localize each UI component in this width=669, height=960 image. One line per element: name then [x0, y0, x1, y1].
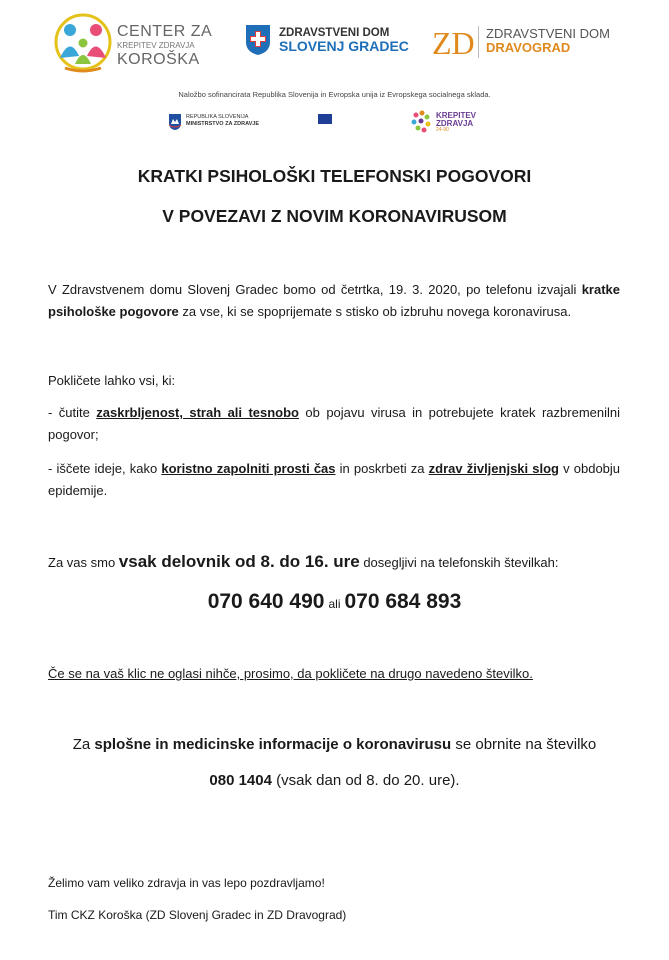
availability-hours: vsak delovnik od 8. do 16. ure — [118, 552, 360, 571]
coat-of-arms-icon — [168, 113, 182, 131]
zdd-logo — [430, 22, 620, 66]
general-number-line — [0, 772, 669, 789]
availability-suffix: dosegljivi na telefonskih številkah: — [359, 555, 559, 570]
kz-line1: KREPITEV — [436, 111, 477, 120]
intro-paragraph — [48, 279, 620, 323]
eu-flag-icon — [318, 114, 332, 124]
shield-cross-icon — [245, 24, 271, 56]
callers-intro: Pokličete lahko vsi, ki: — [48, 373, 176, 388]
krepitev-zdravja-logo — [410, 110, 500, 138]
title-line2: V POVEZAVI Z NOVIM KORONAVIRUSOM — [162, 206, 507, 226]
greeting: Želimo vam veliko zdravja in vas lepo pozdravljamo! — [48, 876, 325, 890]
eu-logo — [318, 110, 378, 138]
title-line1: KRATKI PSIHOLOŠKI TELEFONSKI POGOVORI — [137, 166, 532, 186]
phone-number-1[interactable]: 070 640 490 — [207, 590, 325, 613]
availability — [48, 551, 620, 574]
krepitev-zdravja-text — [436, 112, 476, 133]
bullet1-emphasis: zaskrbljenost, strah ali tesnobo — [96, 405, 300, 420]
no-answer-note: Če se na vaš klic ne oglasi nihče, prosimo, da pokličete na drugo navedeno številko. — [48, 666, 533, 681]
funder-logos — [0, 110, 669, 138]
zdd-line1: ZDRAVSTVENI DOM — [486, 26, 610, 41]
ministry-logo — [168, 110, 288, 138]
availability-prefix: Za vas smo — [48, 555, 119, 570]
ckz-line2: KREPITEV ZDRAVJA — [117, 41, 195, 50]
bullet2-mid: in poskrbeti za — [335, 461, 429, 476]
phone-number-2[interactable]: 070 684 893 — [344, 590, 462, 613]
header-logos — [55, 10, 615, 80]
ministry-line1: REPUBLIKA SLOVENIJA — [186, 114, 249, 120]
intro-part2: za vse, ki se spoprijemate s stisko ob izbruhu novega koronavirusa. — [178, 304, 572, 319]
bullet2-prefix: - iščete ideje, kako — [48, 461, 162, 476]
zdsg-logo — [245, 24, 415, 64]
zdd-divider — [478, 26, 479, 58]
general-suffix: se obrnite na številko — [451, 736, 597, 753]
ckz-line1: CENTER ZA — [117, 23, 213, 40]
ckz-line3: KOROŠKA — [117, 51, 200, 68]
general-info — [0, 736, 669, 753]
bullet-anxiety — [48, 402, 620, 446]
ckz-logo — [55, 12, 240, 78]
family-icon — [55, 12, 111, 74]
dots-heart-icon — [410, 110, 432, 134]
zdd-logo-text — [486, 27, 610, 54]
zdd-monogram: ZD — [432, 25, 475, 61]
zdsg-line2: SLOVENJ GRADEC — [279, 38, 409, 55]
bullet2-emphasis1: koristno zapolniti prosti čas — [161, 461, 336, 476]
general-number[interactable]: 080 1404 — [209, 772, 272, 789]
zd-monogram-icon — [430, 22, 475, 62]
ministry-line2: MINISTRSTVO ZA ZDRAVJE — [186, 120, 260, 127]
general-hours: (vsak dan od 8. do 20. ure). — [271, 772, 460, 789]
bullet2-suffix: v obdobju epidemije. — [48, 461, 621, 498]
zdsg-line1: ZDRAVSTVENI DOM — [279, 27, 390, 39]
cofunding-note: Naložbo sofinancirata Republika Slovenija in Evropska unija iz Evropskega socialnega sklada. — [178, 90, 491, 99]
kz-line2: ZDRAVJA — [436, 119, 474, 128]
kz-line3: 24-90 — [436, 127, 449, 133]
general-prefix: Za — [72, 736, 95, 753]
zdd-line2: DRAVOGRAD — [486, 39, 571, 55]
ckz-logo-text — [117, 24, 212, 68]
bullet1-prefix: - čutite — [48, 405, 97, 420]
bullet-ideas — [48, 458, 620, 502]
phone-numbers — [0, 590, 669, 614]
intro-part1: V Zdravstvenem domu Slovenj Gradec bomo od četrtka, 19. 3. 2020, po telefonu izvajali — [48, 282, 582, 297]
signature: Tim CKZ Koroška (ZD Slovenj Gradec in ZD Dravograd) — [48, 908, 347, 922]
bullet1-suffix: ob pojavu virusa in potrebujete kratek razbremenilni pogovor; — [48, 405, 621, 442]
intro-bold: kratke psihološke pogovore — [48, 282, 620, 319]
phone-joiner: ali — [328, 597, 341, 611]
ministry-logo-text — [186, 114, 259, 127]
zdsg-logo-text — [279, 27, 409, 54]
general-bold: splošne in medicinske informacije o koronavirusu — [94, 736, 452, 753]
bullet2-emphasis2: zdrav življenjski slog — [428, 461, 559, 476]
